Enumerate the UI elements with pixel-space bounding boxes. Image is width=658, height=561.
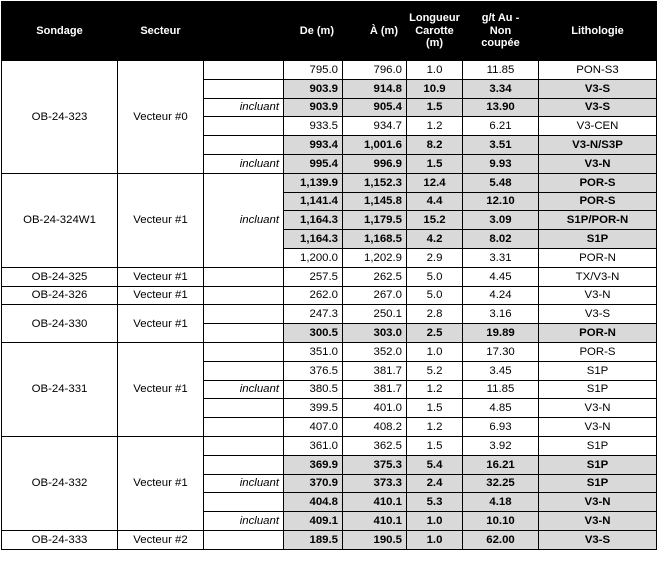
a-cell: 1,179.5 — [343, 211, 407, 230]
a-cell: 190.5 — [343, 530, 407, 549]
a-cell: 1,145.8 — [343, 192, 407, 211]
de-cell: 1,164.3 — [284, 230, 343, 249]
de-cell: 995.4 — [284, 154, 343, 173]
a-cell: 267.0 — [343, 286, 407, 305]
length-cell: 1.0 — [407, 342, 463, 361]
table-row — [2, 530, 657, 549]
incluant-cell — [204, 79, 284, 98]
lithology-cell: V3-N — [539, 493, 657, 512]
grade-cell: 4.85 — [463, 399, 539, 418]
incluant-cell — [204, 342, 284, 361]
header-de: De (m) — [284, 2, 343, 61]
length-cell: 1.2 — [407, 380, 463, 399]
grade-cell: 6.93 — [463, 418, 539, 437]
header-lithologie: Lithologie — [539, 2, 657, 61]
a-cell: 1,202.9 — [343, 248, 407, 267]
incluant-cell — [204, 286, 284, 305]
incluant-cell — [204, 399, 284, 418]
incluant-cell — [204, 455, 284, 474]
grade-cell: 12.10 — [463, 192, 539, 211]
length-cell: 8.2 — [407, 136, 463, 155]
incluant-cell — [204, 61, 284, 80]
de-cell: 903.9 — [284, 98, 343, 117]
secteur-cell: Vecteur #2 — [118, 530, 204, 549]
header-a: À (m) — [343, 2, 407, 61]
grade-cell: 3.31 — [463, 248, 539, 267]
a-cell: 410.1 — [343, 493, 407, 512]
sondage-cell: OB-24-326 — [2, 286, 118, 305]
length-cell: 1.5 — [407, 399, 463, 418]
de-cell: 1,141.4 — [284, 192, 343, 211]
secteur-cell: Vecteur #1 — [118, 267, 204, 286]
secteur-cell: Vecteur #1 — [118, 173, 204, 267]
table-row — [2, 173, 657, 192]
lithology-cell: V3-N — [539, 399, 657, 418]
header-longueur: Longueur Carotte (m) — [407, 2, 463, 61]
lithology-cell: V3-N — [539, 154, 657, 173]
de-cell: 404.8 — [284, 493, 343, 512]
a-cell: 262.5 — [343, 267, 407, 286]
table-row — [2, 436, 657, 455]
length-cell: 1.0 — [407, 512, 463, 531]
grade-cell: 4.18 — [463, 493, 539, 512]
sondage-cell: OB-24-330 — [2, 305, 118, 343]
length-cell: 15.2 — [407, 211, 463, 230]
de-cell: 257.5 — [284, 267, 343, 286]
length-cell: 2.4 — [407, 474, 463, 493]
sondage-cell: OB-24-324W1 — [2, 173, 118, 267]
secteur-cell: Vecteur #1 — [118, 436, 204, 530]
table-row — [2, 286, 657, 305]
lithology-cell: V3-CEN — [539, 117, 657, 136]
lithology-cell: POR-N — [539, 324, 657, 343]
a-cell: 401.0 — [343, 399, 407, 418]
sondage-cell: OB-24-323 — [2, 61, 118, 174]
incluant-cell: incluant — [204, 173, 284, 267]
incluant-cell: incluant — [204, 512, 284, 531]
a-cell: 381.7 — [343, 380, 407, 399]
grade-cell: 3.45 — [463, 361, 539, 380]
length-cell: 2.5 — [407, 324, 463, 343]
secteur-cell: Vecteur #1 — [118, 342, 204, 436]
lithology-cell: V3-N/S3P — [539, 136, 657, 155]
de-cell: 247.3 — [284, 305, 343, 324]
de-cell: 933.5 — [284, 117, 343, 136]
incluant-cell — [204, 117, 284, 136]
grade-cell: 8.02 — [463, 230, 539, 249]
grade-cell: 19.89 — [463, 324, 539, 343]
table-row — [2, 61, 657, 80]
grade-cell: 11.85 — [463, 380, 539, 399]
grade-cell: 10.10 — [463, 512, 539, 531]
drill-results-table — [1, 1, 657, 550]
incluant-cell — [204, 493, 284, 512]
incluant-cell — [204, 436, 284, 455]
table-body — [2, 61, 657, 550]
de-cell: 903.9 — [284, 79, 343, 98]
header-gt-au: g/t Au - Non coupée — [463, 2, 539, 61]
de-cell: 1,164.3 — [284, 211, 343, 230]
table-row — [2, 305, 657, 324]
header-secteur: Secteur — [118, 2, 204, 61]
a-cell: 934.7 — [343, 117, 407, 136]
grade-cell: 62.00 — [463, 530, 539, 549]
grade-cell: 3.34 — [463, 79, 539, 98]
grade-cell: 5.48 — [463, 173, 539, 192]
de-cell: 189.5 — [284, 530, 343, 549]
grade-cell: 4.45 — [463, 267, 539, 286]
length-cell: 1.2 — [407, 418, 463, 437]
a-cell: 1,168.5 — [343, 230, 407, 249]
incluant-cell — [204, 324, 284, 343]
grade-cell: 6.21 — [463, 117, 539, 136]
secteur-cell: Vecteur #1 — [118, 305, 204, 343]
incluant-cell — [204, 361, 284, 380]
grade-cell: 4.24 — [463, 286, 539, 305]
de-cell: 376.5 — [284, 361, 343, 380]
sondage-cell: OB-24-333 — [2, 530, 118, 549]
lithology-cell: S1P — [539, 361, 657, 380]
incluant-cell: incluant — [204, 98, 284, 117]
de-cell: 380.5 — [284, 380, 343, 399]
lithology-cell: S1P — [539, 455, 657, 474]
lithology-cell: S1P — [539, 230, 657, 249]
de-cell: 300.5 — [284, 324, 343, 343]
grade-cell: 16.21 — [463, 455, 539, 474]
a-cell: 905.4 — [343, 98, 407, 117]
a-cell: 410.1 — [343, 512, 407, 531]
length-cell: 1.2 — [407, 117, 463, 136]
lithology-cell: V3-N — [539, 286, 657, 305]
a-cell: 408.2 — [343, 418, 407, 437]
table-row — [2, 267, 657, 286]
a-cell: 996.9 — [343, 154, 407, 173]
length-cell: 1.5 — [407, 154, 463, 173]
incluant-cell — [204, 267, 284, 286]
sondage-cell: OB-24-331 — [2, 342, 118, 436]
secteur-cell: Vecteur #0 — [118, 61, 204, 174]
a-cell: 373.3 — [343, 474, 407, 493]
de-cell: 993.4 — [284, 136, 343, 155]
length-cell: 1.0 — [407, 530, 463, 549]
length-cell: 5.2 — [407, 361, 463, 380]
table-row — [2, 342, 657, 361]
length-cell: 5.3 — [407, 493, 463, 512]
lithology-cell: S1P/POR-N — [539, 211, 657, 230]
length-cell: 4.2 — [407, 230, 463, 249]
header-row — [2, 2, 657, 61]
length-cell: 2.8 — [407, 305, 463, 324]
incluant-cell — [204, 305, 284, 324]
lithology-cell: S1P — [539, 474, 657, 493]
a-cell: 381.7 — [343, 361, 407, 380]
grade-cell: 3.16 — [463, 305, 539, 324]
length-cell: 4.4 — [407, 192, 463, 211]
a-cell: 1,152.3 — [343, 173, 407, 192]
incluant-cell — [204, 136, 284, 155]
de-cell: 409.1 — [284, 512, 343, 531]
sondage-cell: OB-24-332 — [2, 436, 118, 530]
length-cell: 1.0 — [407, 61, 463, 80]
length-cell: 5.0 — [407, 286, 463, 305]
lithology-cell: V3-S — [539, 305, 657, 324]
length-cell: 10.9 — [407, 79, 463, 98]
secteur-cell: Vecteur #1 — [118, 286, 204, 305]
lithology-cell: S1P — [539, 436, 657, 455]
lithology-cell: POR-S — [539, 173, 657, 192]
sondage-cell: OB-24-325 — [2, 267, 118, 286]
de-cell: 399.5 — [284, 399, 343, 418]
de-cell: 407.0 — [284, 418, 343, 437]
a-cell: 362.5 — [343, 436, 407, 455]
a-cell: 375.3 — [343, 455, 407, 474]
de-cell: 361.0 — [284, 436, 343, 455]
lithology-cell: V3-S — [539, 98, 657, 117]
lithology-cell: POR-S — [539, 342, 657, 361]
a-cell: 303.0 — [343, 324, 407, 343]
lithology-cell: V3-S — [539, 79, 657, 98]
lithology-cell: V3-S — [539, 530, 657, 549]
de-cell: 262.0 — [284, 286, 343, 305]
header-blank — [204, 2, 284, 61]
lithology-cell: POR-S — [539, 192, 657, 211]
length-cell: 2.9 — [407, 248, 463, 267]
grade-cell: 32.25 — [463, 474, 539, 493]
a-cell: 352.0 — [343, 342, 407, 361]
length-cell: 1.5 — [407, 98, 463, 117]
grade-cell: 3.92 — [463, 436, 539, 455]
a-cell: 1,001.6 — [343, 136, 407, 155]
de-cell: 370.9 — [284, 474, 343, 493]
length-cell: 5.0 — [407, 267, 463, 286]
grade-cell: 13.90 — [463, 98, 539, 117]
incluant-cell: incluant — [204, 474, 284, 493]
a-cell: 796.0 — [343, 61, 407, 80]
grade-cell: 3.51 — [463, 136, 539, 155]
incluant-cell: incluant — [204, 154, 284, 173]
de-cell: 1,139.9 — [284, 173, 343, 192]
length-cell: 5.4 — [407, 455, 463, 474]
de-cell: 795.0 — [284, 61, 343, 80]
grade-cell: 11.85 — [463, 61, 539, 80]
grade-cell: 3.09 — [463, 211, 539, 230]
lithology-cell: V3-N — [539, 418, 657, 437]
lithology-cell: PON-S3 — [539, 61, 657, 80]
grade-cell: 17.30 — [463, 342, 539, 361]
incluant-cell — [204, 530, 284, 549]
de-cell: 369.9 — [284, 455, 343, 474]
incluant-cell: incluant — [204, 380, 284, 399]
lithology-cell: V3-N — [539, 512, 657, 531]
de-cell: 1,200.0 — [284, 248, 343, 267]
de-cell: 351.0 — [284, 342, 343, 361]
lithology-cell: POR-N — [539, 248, 657, 267]
a-cell: 250.1 — [343, 305, 407, 324]
length-cell: 12.4 — [407, 173, 463, 192]
length-cell: 1.5 — [407, 436, 463, 455]
grade-cell: 9.93 — [463, 154, 539, 173]
incluant-cell — [204, 418, 284, 437]
lithology-cell: TX/V3-N — [539, 267, 657, 286]
lithology-cell: S1P — [539, 380, 657, 399]
a-cell: 914.8 — [343, 79, 407, 98]
header-sondage: Sondage — [2, 2, 118, 61]
